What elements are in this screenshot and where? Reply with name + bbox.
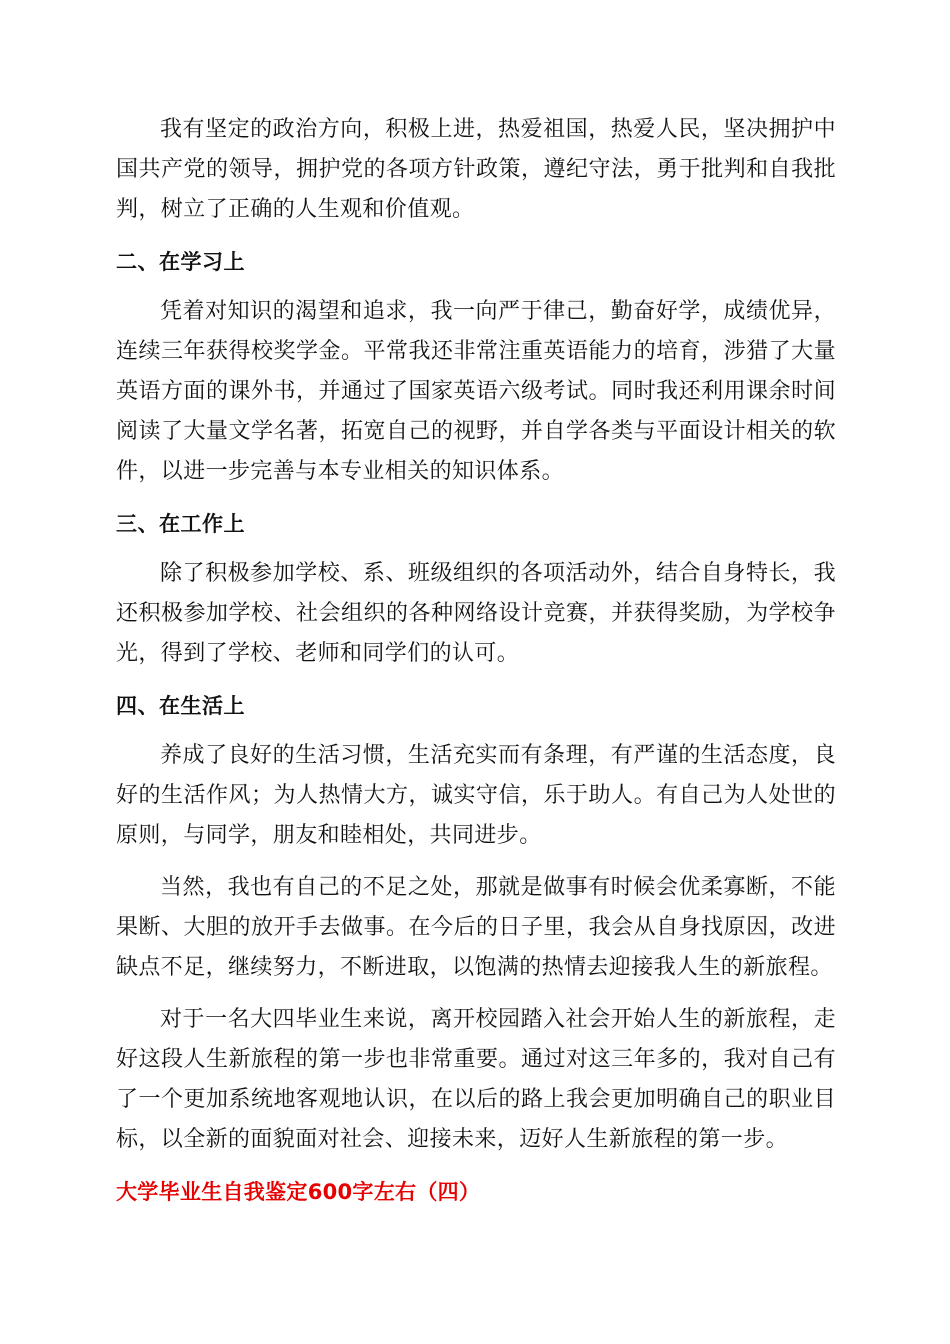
- paragraph-study: 凭着对知识的渴望和追求，我一向严于律己，勤奋好学，成绩优异，连续三年获得校奖学金。平常我还非常注重英语能力的培育，涉猎了大量英语方面的课外书，并通过了国家英语六级考试。同时我还利用课余时间阅读了大量文学名著，拓宽自己的视野，并自学各类与平面设计相关的软件，以进一步完善与本专业相关的知识体系。: [116, 299, 836, 484]
- heading-life: 四、在生活上: [116, 694, 245, 718]
- section-title: 大学毕业生自我鉴定600字左右（四）: [116, 1180, 481, 1204]
- paragraph-conclusion: 对于一名大四毕业生来说，离开校园踏入社会开始人生的新旅程，走好这段人生新旅程的第一步也非常重要。通过对这三年多的，我对自己有了一个更加系统地客观地认识，在以后的路上我会更加明确自己的职业目标，以全新的面貌面对社会、迎接未来，迈好人生新旅程的第一步。: [116, 1007, 836, 1152]
- paragraph-life: 养成了良好的生活习惯，生活充实而有条理，有严谨的生活态度，良好的生活作风；为人热情大方，诚实守信，乐于助人。有自己为人处世的原则，与同学，朋友和睦相处，共同进步。: [116, 743, 836, 848]
- paragraph-shortcomings: 当然，我也有自己的不足之处，那就是做事有时候会优柔寡断，不能果断、大胆的放开手去做事。在今后的日子里，我会从自身找原因，改进缺点不足，继续努力，不断进取，以饱满的热情去迎接我人生的新旅程。: [116, 875, 836, 980]
- heading-work: 三、在工作上: [116, 512, 245, 536]
- paragraph-work: 除了积极参加学校、系、班级组织的各项活动外，结合自身特长，我还积极参加学校、社会组织的各种网络设计竞赛，并获得奖励，为学校争光，得到了学校、老师和同学们的认可。: [116, 561, 836, 666]
- heading-study: 二、在学习上: [116, 250, 245, 274]
- document-body: [116, 110, 836, 1212]
- paragraph-political: 我有坚定的政治方向，积极上进，热爱祖国，热爱人民，坚决拥护中国共产党的领导，拥护党的各项方针政策，遵纪守法，勇于批判和自我批判，树立了正确的人生观和价值观。: [116, 117, 836, 222]
